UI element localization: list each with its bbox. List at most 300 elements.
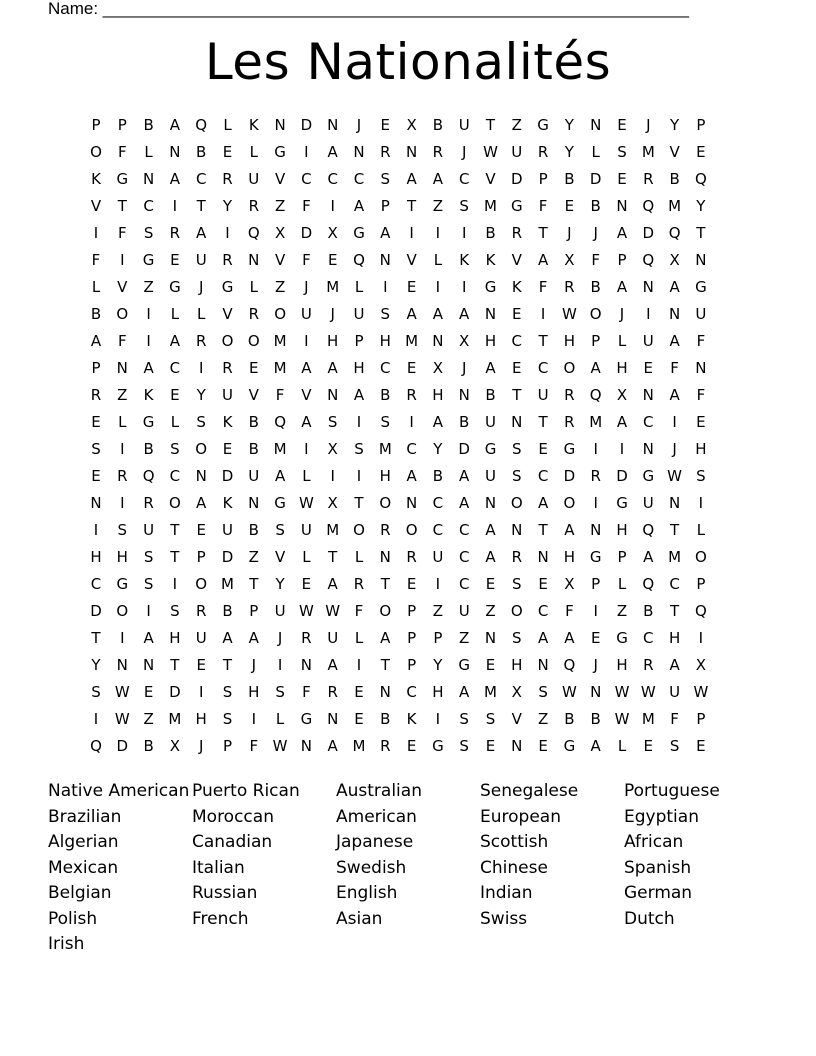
grid-letter: I [172,197,178,215]
grid-letter: T [512,386,522,404]
grid-letter: E [380,116,391,134]
word-list-item: Senegalese [480,781,579,801]
grid-letter: O [589,305,602,323]
word-list-item: Portuguese [624,781,720,801]
grid-letter: W [272,737,288,755]
grid-letter: C [643,629,654,647]
grid-letter: O [195,440,208,458]
grid-letter: M [641,143,655,161]
grid-letter: Z [511,116,522,134]
grid-letter: P [222,737,233,755]
grid-letter: P [433,629,443,647]
grid-letter: K [406,710,417,728]
grid-letter: B [196,143,207,161]
grid-letter: R [380,737,391,755]
word-list-item: Moroccan [192,806,274,827]
grid-letter: U [195,629,207,647]
grid-letter: I [304,143,309,161]
grid-letter: N [327,710,339,728]
grid-letter: X [511,683,522,701]
grid-letter: H [379,467,391,485]
grid-letter: F [117,143,127,161]
grid-letter: O [116,602,129,620]
grid-letter: N [668,305,681,323]
grid-letter: R [643,656,654,674]
grid-letter: S [512,467,522,485]
grid-letter: T [485,116,496,134]
grid-letter: B [143,737,154,755]
grid-letter: Q [642,521,655,539]
grid-letter: R [222,251,233,269]
grid-letter: S [512,629,522,647]
grid-letter: X [616,386,628,404]
grid-letter: C [669,575,680,593]
grid-letter: Z [485,602,496,620]
word-list-item: Chinese [480,857,548,878]
grid-letter: P [591,575,601,593]
grid-letter: A [301,413,312,431]
grid-letter: A [90,332,102,350]
grid-letter: V [511,710,522,728]
grid-letter: F [302,197,311,215]
grid-letter: T [196,197,206,215]
grid-letter: Z [274,197,286,215]
grid-letter: T [407,197,417,215]
grid-letter: N [379,683,391,701]
grid-letter: S [222,710,233,728]
grid-letter: O [274,305,286,323]
grid-letter: S [196,413,206,431]
grid-letter: G [300,710,313,728]
grid-letter: V [274,170,286,188]
grid-letter: C [458,575,470,593]
word-list-item: Spanish [624,857,692,878]
grid-letter: B [564,710,575,728]
grid-letter: J [672,440,677,458]
grid-letter: E [538,737,548,755]
grid-letter: E [327,251,338,269]
grid-letter: M [405,332,419,350]
grid-letter: E [406,278,417,296]
grid-letter: L [696,521,706,539]
grid-letter: U [327,629,339,647]
grid-letter: N [327,116,339,134]
grid-letter: T [538,224,548,242]
grid-letter: S [143,224,154,242]
grid-letter: V [485,170,496,188]
grid-letter: Z [537,710,549,728]
word-list-item: Scottish [480,832,549,852]
grid-letter: Q [642,251,655,269]
grid-letter: S [327,413,338,431]
grid-letter: V [274,548,286,566]
grid-letter: C [195,170,207,188]
grid-letter: L [118,413,127,431]
grid-letter: L [354,548,364,566]
grid-letter: C [90,575,102,593]
grid-letter: S [91,440,101,458]
grid-letter: C [458,521,470,539]
grid-letter: G [221,278,234,296]
grid-letter: X [327,440,338,458]
grid-letter: G [563,737,576,755]
word-list [48,779,768,958]
grid-letter: A [380,629,391,647]
grid-letter: Y [433,440,443,458]
grid-letter: H [116,548,128,566]
grid-letter: A [406,170,417,188]
grid-letter: L [249,278,258,296]
grid-letter: W [114,710,130,728]
grid-letter: V [511,251,522,269]
grid-letter: M [641,710,655,728]
grid-letter: A [669,656,680,674]
grid-letter: R [564,413,575,431]
grid-letter: N [695,251,707,269]
grid-letter: Q [589,386,602,404]
grid-letter: S [380,170,391,188]
grid-letter: P [407,602,417,620]
word-list-item: German [624,883,693,903]
grid-letter: Z [143,278,154,296]
grid-letter: A [143,629,154,647]
grid-letter: K [143,386,154,404]
grid-letter: T [354,494,364,512]
grid-letter: X [695,656,707,674]
grid-letter: Q [353,251,365,269]
word-list-item: Asian [336,908,383,929]
grid-letter: E [512,359,522,377]
grid-letter: Z [432,197,444,215]
grid-letter: A [353,197,365,215]
word-list-item: Australian [336,781,422,801]
grid-letter: M [378,440,392,458]
grid-letter: O [247,332,260,350]
grid-letter: M [221,575,234,593]
grid-letter: X [564,575,575,593]
grid-letter: I [198,683,204,701]
grid-letter: O [195,575,208,593]
grid-letter: J [619,305,625,323]
grid-letter: G [432,737,444,755]
word-list-item: European [480,806,561,827]
grid-letter: R [143,494,154,512]
grid-letter: R [432,143,444,161]
grid-letter: P [696,575,706,593]
grid-letter: B [485,386,496,404]
grid-letter: H [563,332,576,350]
grid-letter: A [564,629,575,647]
grid-letter: M [273,359,287,377]
grid-letter: U [143,521,155,539]
grid-letter: A [564,521,575,539]
grid-letter: A [222,629,233,647]
grid-letter: U [642,494,654,512]
grid-letter: A [274,467,286,485]
grid-letter: B [380,710,391,728]
grid-letter: T [380,656,390,674]
grid-letter: N [327,386,339,404]
grid-letter: A [669,386,680,404]
word-list-item: Algerian [48,832,119,852]
grid-letter: I [120,251,125,269]
grid-letter: J [198,278,204,296]
grid-letter: J [251,656,257,674]
grid-letter: E [538,440,548,458]
grid-letter: A [169,170,181,188]
grid-letter: A [643,548,654,566]
grid-letter: R [353,575,365,593]
grid-letter: X [169,737,181,755]
grid-letter: L [275,710,285,728]
grid-letter: J [593,224,598,242]
grid-letter: C [537,602,549,620]
grid-letter: C [406,440,417,458]
grid-letter: E [590,629,601,647]
grid-letter: R [117,467,128,485]
grid-letter: X [564,251,575,269]
grid-letter: A [169,116,181,134]
grid-letter: U [222,521,233,539]
grid-letter: G [484,278,497,296]
grid-letter: U [642,332,654,350]
grid-letter: G [563,440,576,458]
grid-letter: N [195,467,207,485]
grid-letter: I [251,710,257,728]
grid-letter: O [694,548,707,566]
grid-letter: U [458,116,470,134]
grid-letter: I [435,224,441,242]
grid-letter: R [222,359,233,377]
word-list-item: Russian [192,883,258,903]
grid-letter: I [225,224,230,242]
grid-letter: S [170,602,180,620]
grid-letter: I [540,305,546,323]
grid-letter: N [300,737,312,755]
name-field-label: Name: ______________________________________________________________ [48,0,689,18]
word-list-item: Polish [48,908,98,929]
grid-letter: D [642,224,655,242]
grid-letter: I [698,494,704,512]
grid-letter: O [563,494,576,512]
grid-letter: L [144,143,153,161]
grid-letter: C [458,170,470,188]
grid-letter: E [643,737,654,755]
grid-letter: U [511,143,523,161]
grid-letter: W [614,683,630,701]
grid-letter: A [353,386,365,404]
grid-letter: I [120,440,125,458]
grid-letter: A [616,413,628,431]
grid-letter: S [117,521,128,539]
grid-letter: C [537,467,549,485]
grid-letter: P [617,251,627,269]
grid-letter: I [593,602,598,620]
grid-letter: B [248,413,259,431]
grid-letter: V [248,386,259,404]
grid-letter: A [590,359,601,377]
grid-letter: A [432,305,444,323]
grid-letter: V [669,143,680,161]
grid-letter: D [458,440,470,458]
grid-letter: A [327,737,338,755]
grid-letter: E [170,251,180,269]
grid-letter: X [327,494,338,512]
grid-letter: J [356,116,362,134]
grid-letter: E [354,710,364,728]
grid-letter: Q [195,116,208,134]
grid-letter: Y [196,386,206,404]
grid-letter: R [643,170,654,188]
grid-letter: X [669,251,680,269]
grid-letter: D [300,116,313,134]
grid-letter: A [616,278,628,296]
grid-letter: E [696,413,706,431]
grid-letter: T [538,332,548,350]
grid-letter: F [302,683,311,701]
grid-letter: D [221,467,234,485]
grid-letter: Y [433,656,443,674]
grid-letter: U [300,521,312,539]
grid-letter: U [695,305,707,323]
word-list-item: Japanese [336,832,414,852]
grid-letter: N [90,494,102,512]
grid-letter: H [90,548,102,566]
grid-letter: G [695,278,707,296]
grid-letter: N [484,629,497,647]
grid-letter: H [616,521,628,539]
grid-letter: M [484,683,497,701]
grid-letter: T [222,656,233,674]
grid-letter: E [222,143,233,161]
grid-letter: L [617,575,627,593]
grid-letter: H [195,710,207,728]
grid-letter: I [619,440,625,458]
grid-letter: N [248,251,260,269]
grid-letter: M [168,710,182,728]
grid-letter: I [698,629,704,647]
word-list-item: Swedish [336,857,407,878]
grid-letter: T [117,197,127,215]
grid-letter: G [458,656,470,674]
grid-letter: B [143,116,154,134]
grid-letter: T [249,575,259,593]
grid-letter: H [668,629,681,647]
grid-letter: F [117,332,127,350]
grid-letter: N [537,656,549,674]
grid-letter: C [353,170,365,188]
grid-letter: S [459,197,469,215]
grid-letter: B [380,386,391,404]
grid-letter: R [564,278,575,296]
grid-letter: U [274,602,286,620]
grid-letter: A [616,224,628,242]
grid-letter: H [616,656,628,674]
grid-letter: R [327,683,338,701]
word-list-spacer [480,932,624,958]
word-list-item: Mexican [48,857,119,878]
grid-letter: B [590,710,601,728]
grid-letter: B [564,170,575,188]
grid-letter: L [223,116,232,134]
page-title: Les Nationalités [204,33,612,91]
grid-letter: Q [642,575,655,593]
grid-letter: I [120,629,125,647]
grid-letter: L [354,278,364,296]
grid-letter: A [406,467,417,485]
grid-letter: L [433,251,443,269]
grid-letter: C [537,359,549,377]
grid-letter: U [537,386,549,404]
word-list-item: English [336,883,398,903]
grid-letter: L [591,143,600,161]
word-list-item: Italian [192,857,245,878]
grid-letter: N [642,278,654,296]
grid-letter: Y [222,197,233,215]
grid-letter: I [461,224,467,242]
grid-letter: F [249,737,259,755]
grid-letter: H [432,386,444,404]
grid-letter: I [356,656,362,674]
grid-letter: T [170,521,180,539]
word-list-item: Swiss [480,908,528,929]
grid-letter: T [170,548,180,566]
word-list-item: African [624,832,684,852]
grid-letter: A [459,467,470,485]
grid-letter: H [484,332,497,350]
grid-letter: U [458,602,470,620]
word-list-spacer [624,932,768,958]
grid-letter: M [484,197,497,215]
grid-letter: Q [668,224,681,242]
grid-letter: H [169,629,181,647]
grid-letter: B [432,467,444,485]
grid-letter: E [301,575,312,593]
grid-letter: E [643,359,654,377]
grid-letter: C [327,170,338,188]
grid-letter: C [169,359,181,377]
grid-letter: C [169,467,181,485]
grid-letter: M [273,440,287,458]
grid-letter: N [590,521,602,539]
grid-letter: T [696,224,706,242]
grid-letter: I [146,305,151,323]
grid-letter: N [379,251,391,269]
grid-letter: S [459,710,469,728]
grid-letter: G [142,251,155,269]
grid-letter: R [511,224,523,242]
grid-letter: R [537,143,549,161]
grid-letter: S [459,737,469,755]
grid-letter: M [352,737,366,755]
grid-letter: Z [459,629,470,647]
grid-letter: T [91,629,101,647]
grid-letter: C [643,413,654,431]
grid-letter: X [327,224,338,242]
grid-letter: N [642,440,654,458]
grid-letter: B [222,602,233,620]
grid-letter: K [91,170,101,188]
word-list-item: Puerto Rican [192,781,300,801]
grid-letter: O [168,494,181,512]
grid-letter: N [405,494,418,512]
grid-letter: O [90,143,102,161]
grid-letter: R [222,170,233,188]
grid-letter: N [379,548,391,566]
grid-letter: K [459,251,470,269]
grid-letter: I [93,521,99,539]
grid-letter: C [432,521,444,539]
